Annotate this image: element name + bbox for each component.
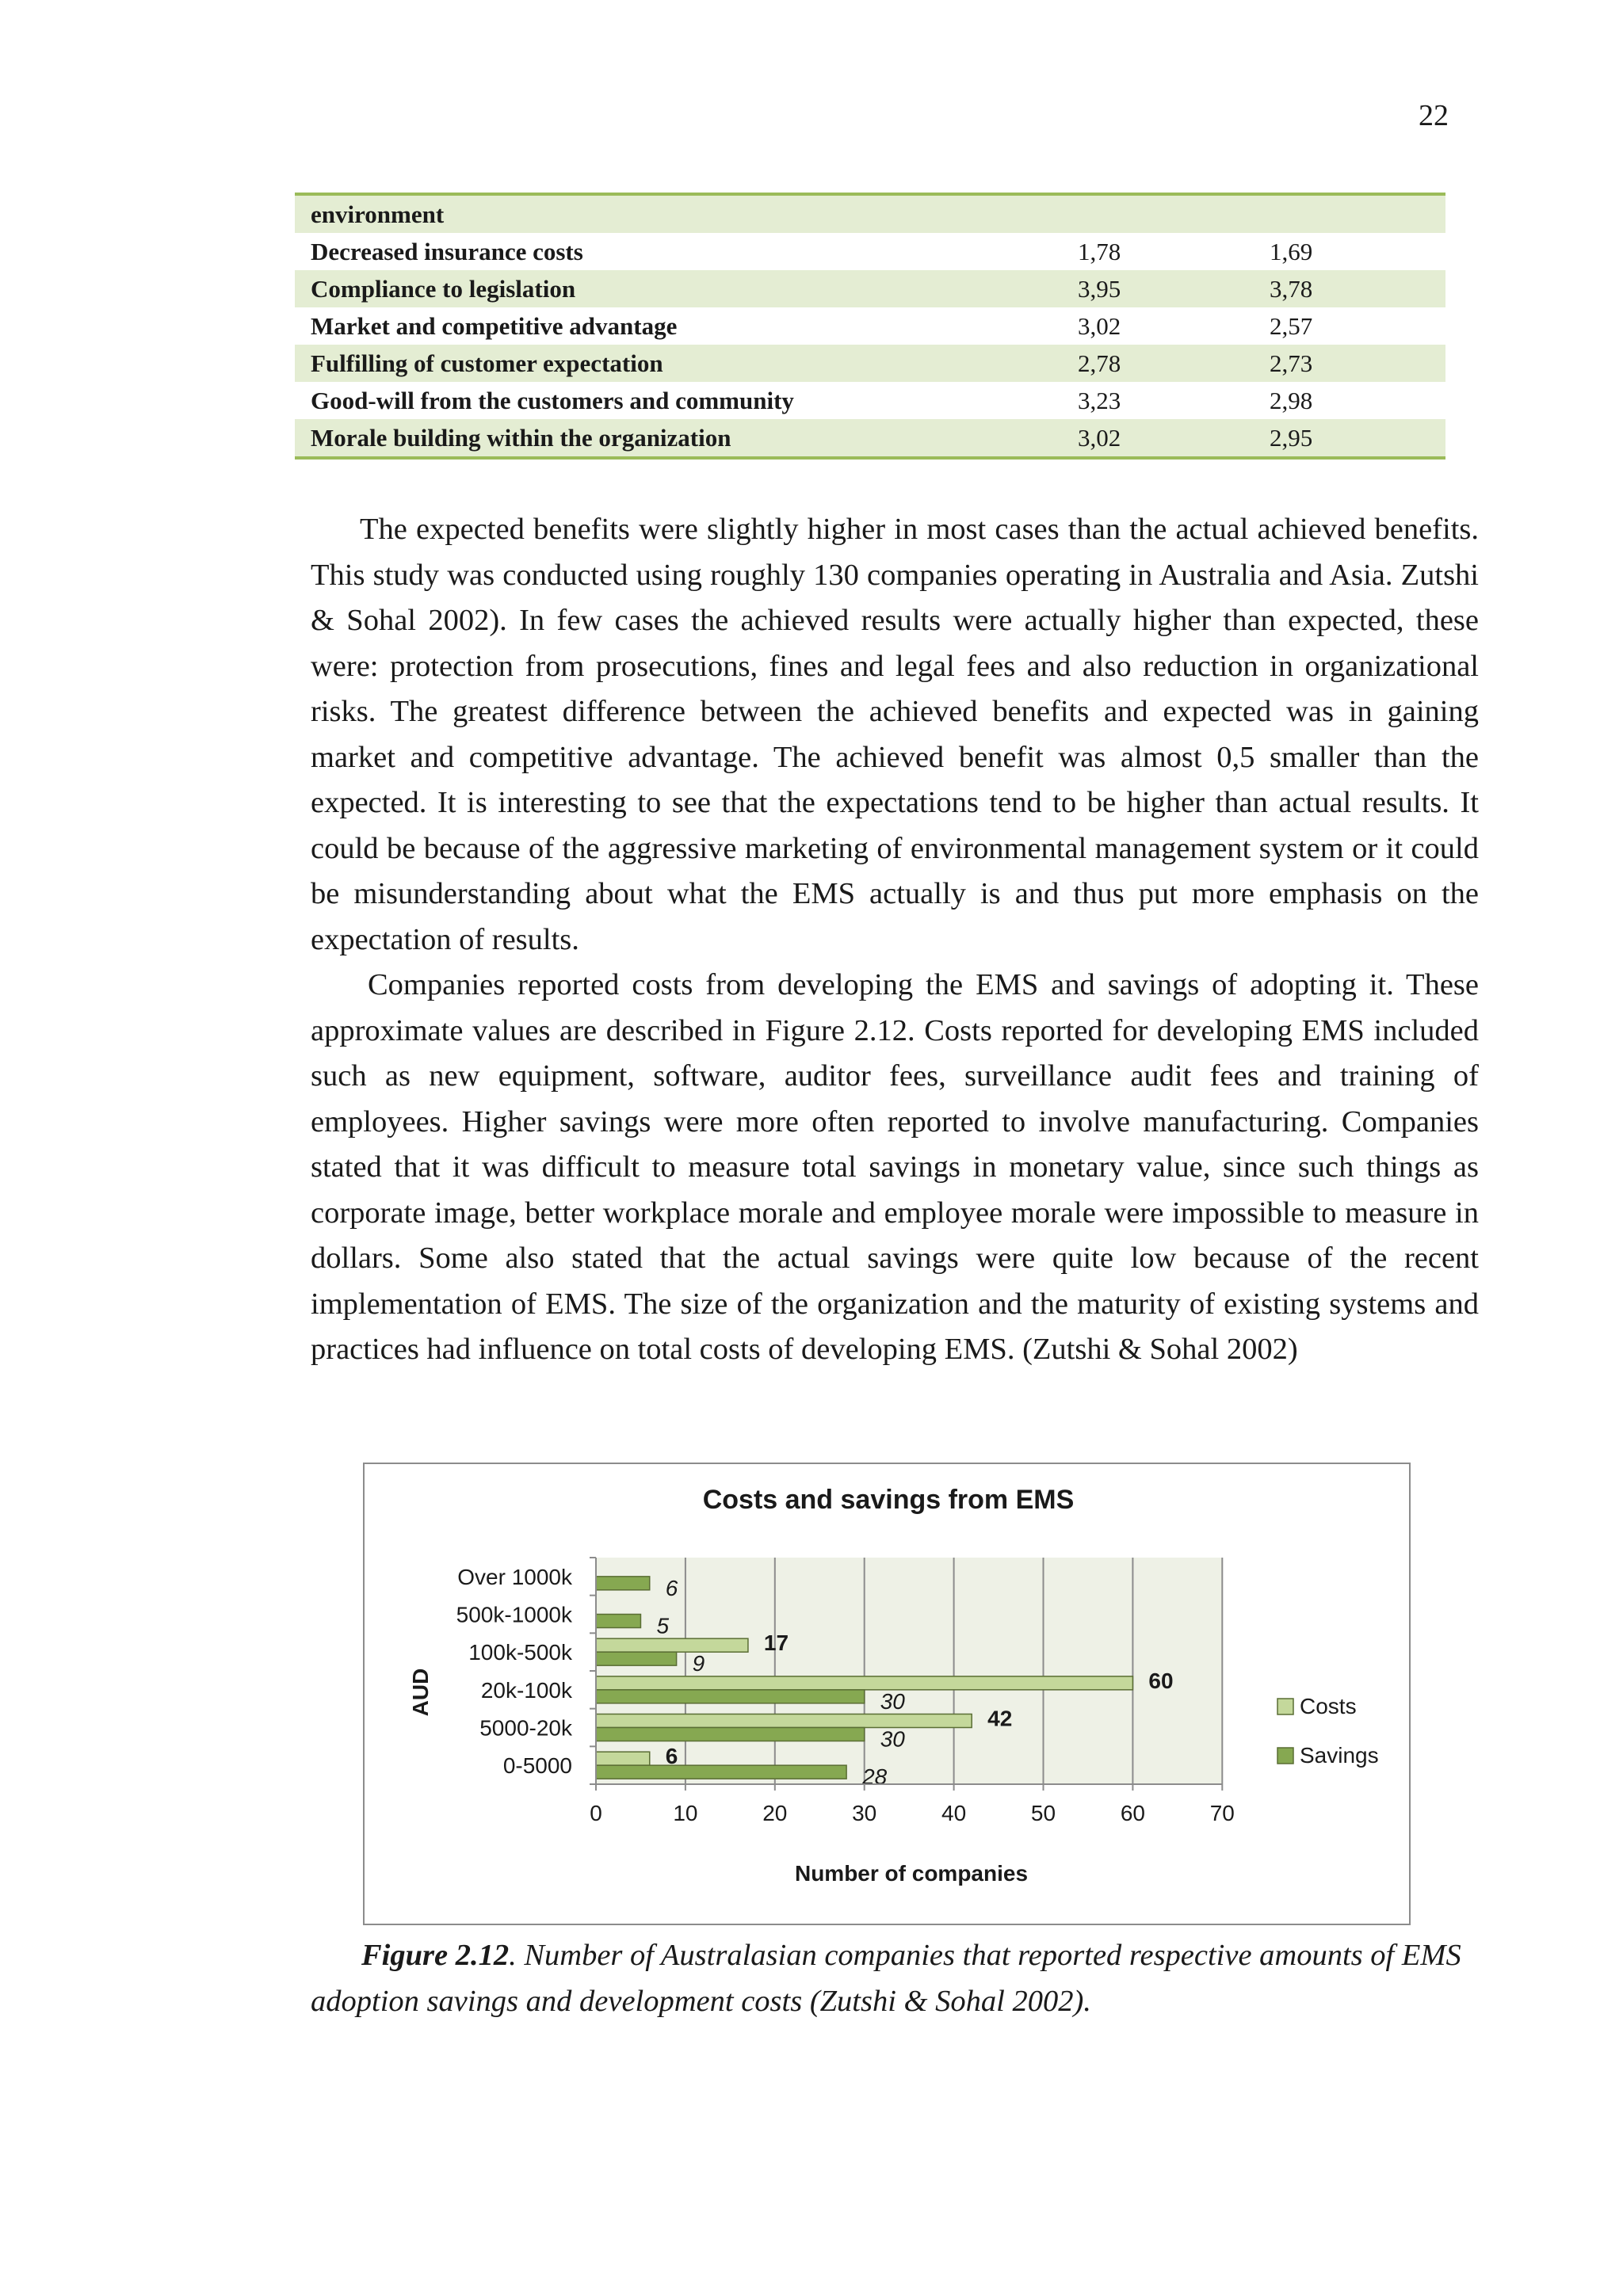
costs-value-label: 6 [665, 1744, 678, 1769]
savings-value-label: 30 [880, 1726, 905, 1752]
x-tick-label: 0 [590, 1801, 602, 1825]
table-cell-label: Compliance to legislation [295, 270, 1062, 307]
table-cell-expected: 3,23 [1078, 386, 1121, 414]
x-tick-label: 40 [941, 1801, 967, 1825]
table-row [295, 270, 1445, 307]
savings-value-label: 30 [880, 1688, 905, 1714]
table-row [295, 382, 1445, 419]
figure-caption [311, 1933, 1479, 2024]
table-row [295, 345, 1445, 382]
table-cell-achieved [1254, 194, 1445, 233]
table-cell-achieved: 1,69 [1270, 237, 1313, 265]
table-cell-expected [1062, 194, 1254, 233]
figure-label: Figure 2.12 [361, 1939, 510, 1972]
table-cell-achieved: 2,98 [1270, 386, 1313, 414]
table-cell-label: Fulfilling of customer expectation [295, 345, 1062, 382]
savings-bar-500k-1000k [596, 1615, 640, 1628]
costs-bar-5000-20k [596, 1714, 972, 1728]
table-cell-label: Good-will from the customers and community [311, 386, 794, 414]
body-paragraph-2: Companies reported costs from developing the EMS and savings of adopting it. These approximate values are described in Figure 2.12. Costs reported for developing EMS included such as new equipment, software, auditor fees, surveillance audit fees and training of employees. Higher savings were more often reported to involve manufacturing. Companies stated that it was difficult to measure total savings in monetary value, since such things as corporate image, better workplace morale and employee morale were impossible to measure in dollars. Some also stated that the actual savings were quite low because of the recent implementation of EMS. The size of the organization and the maturity of existing systems and practices had influence on total costs of developing EMS. (Zutshi & Sohal 2002) [311, 968, 1479, 1366]
table-cell-expected: 2,78 [1062, 345, 1254, 382]
y-tick-label: 5000-20k [479, 1715, 572, 1741]
y-tick-label: 20k-100k [480, 1677, 572, 1703]
costs-bar-100k-500k [596, 1638, 748, 1652]
table-row [295, 419, 1445, 458]
x-tick-label: 70 [1209, 1801, 1235, 1825]
table-cell-achieved: 2,57 [1270, 311, 1313, 340]
costs-value-label: 60 [1148, 1668, 1174, 1693]
plot-area [596, 1558, 1222, 1784]
table-cell-expected: 3,02 [1078, 311, 1121, 340]
table-cell-label: Decreased insurance costs [311, 237, 583, 265]
legend-savings-swatch [1277, 1748, 1293, 1764]
table-cell-expected: 1,78 [1078, 237, 1121, 265]
table-cell-expected: 3,02 [1062, 419, 1254, 458]
page-number: 22 [1419, 99, 1449, 132]
savings-bar-100k-500k [596, 1652, 677, 1665]
y-tick-label: 500k-1000k [456, 1602, 572, 1627]
x-tick-label: 10 [673, 1801, 698, 1825]
legend [1277, 1694, 1379, 1768]
costs-value-label: 17 [763, 1630, 789, 1656]
y-tick-label: 0-5000 [502, 1753, 572, 1779]
y-axis-title: AUD [408, 1668, 433, 1717]
table-cell-achieved: 2,95 [1254, 419, 1445, 458]
savings-bar-0-5000 [596, 1765, 846, 1779]
x-tick-label: 50 [1030, 1801, 1056, 1825]
table-cell-expected: 3,95 [1062, 270, 1254, 307]
y-tick-label: Over 1000k [457, 1564, 572, 1589]
x-tick-label: 30 [852, 1801, 877, 1825]
savings-bar-20k-100k [596, 1690, 865, 1703]
table-cell-achieved: 2,73 [1254, 345, 1445, 382]
costs-value-label: 42 [987, 1706, 1013, 1731]
chart-container [363, 1463, 1411, 1925]
figure-caption-text: . Number of Australasian companies that reported respective amounts of EMS adoption savings and development costs (Zutshi & Sohal 2002). [311, 1939, 1461, 2018]
legend-costs-swatch [1277, 1699, 1293, 1714]
savings-value-label: 5 [656, 1613, 670, 1638]
savings-value-label: 28 [862, 1764, 888, 1790]
legend-costs-label: Costs [1300, 1694, 1357, 1718]
x-tick-label: 60 [1120, 1801, 1145, 1825]
chart-title: Costs and savings from EMS [702, 1485, 1075, 1515]
benefits-table [295, 193, 1445, 460]
table-row [295, 307, 1445, 345]
costs-bar-20k-100k [596, 1676, 1132, 1690]
savings-value-label: 6 [665, 1575, 678, 1600]
savings-bar-5000-20k [596, 1728, 865, 1741]
x-tick-label: 20 [762, 1801, 788, 1825]
table-row [295, 233, 1445, 270]
savings-bar-Over 1000k [596, 1577, 650, 1590]
table-cell-achieved: 3,78 [1254, 270, 1445, 307]
legend-savings-label: Savings [1300, 1743, 1379, 1768]
costs-bar-0-5000 [596, 1752, 650, 1765]
savings-value-label: 9 [692, 1651, 705, 1676]
bar-chart [365, 1464, 1412, 1927]
table-row [295, 194, 1445, 233]
table-cell-label: environment [295, 194, 1062, 233]
x-axis-title: Number of companies [794, 1861, 1029, 1886]
table-cell-label: Market and competitive advantage [311, 311, 678, 340]
y-tick-label: 100k-500k [468, 1640, 572, 1665]
body-paragraph-1: The expected benefits were slightly higher in most cases than the actual achieved benefits. This study was conducted using roughly 130 companies operating in Australia and Asia. Zutshi & Sohal 2002). In few cases the achieved results were actually higher than expected, these were: protection from prosecutions, fines and legal fees and also reduction in organizational risks. The greatest difference between the achieved benefits and expected was in gaining market and competitive advantage. The achieved benefit was almost 0,5 smaller than the expected. It is interesting to see that the expectations tend to be higher than actual results. It could be because of the aggressive marketing of environmental management system or it could be misunderstanding about what the EMS actually is and thus put more emphasis on the expectation of results. [311, 513, 1479, 956]
table-cell-label: Morale building within the organization [295, 419, 1062, 458]
